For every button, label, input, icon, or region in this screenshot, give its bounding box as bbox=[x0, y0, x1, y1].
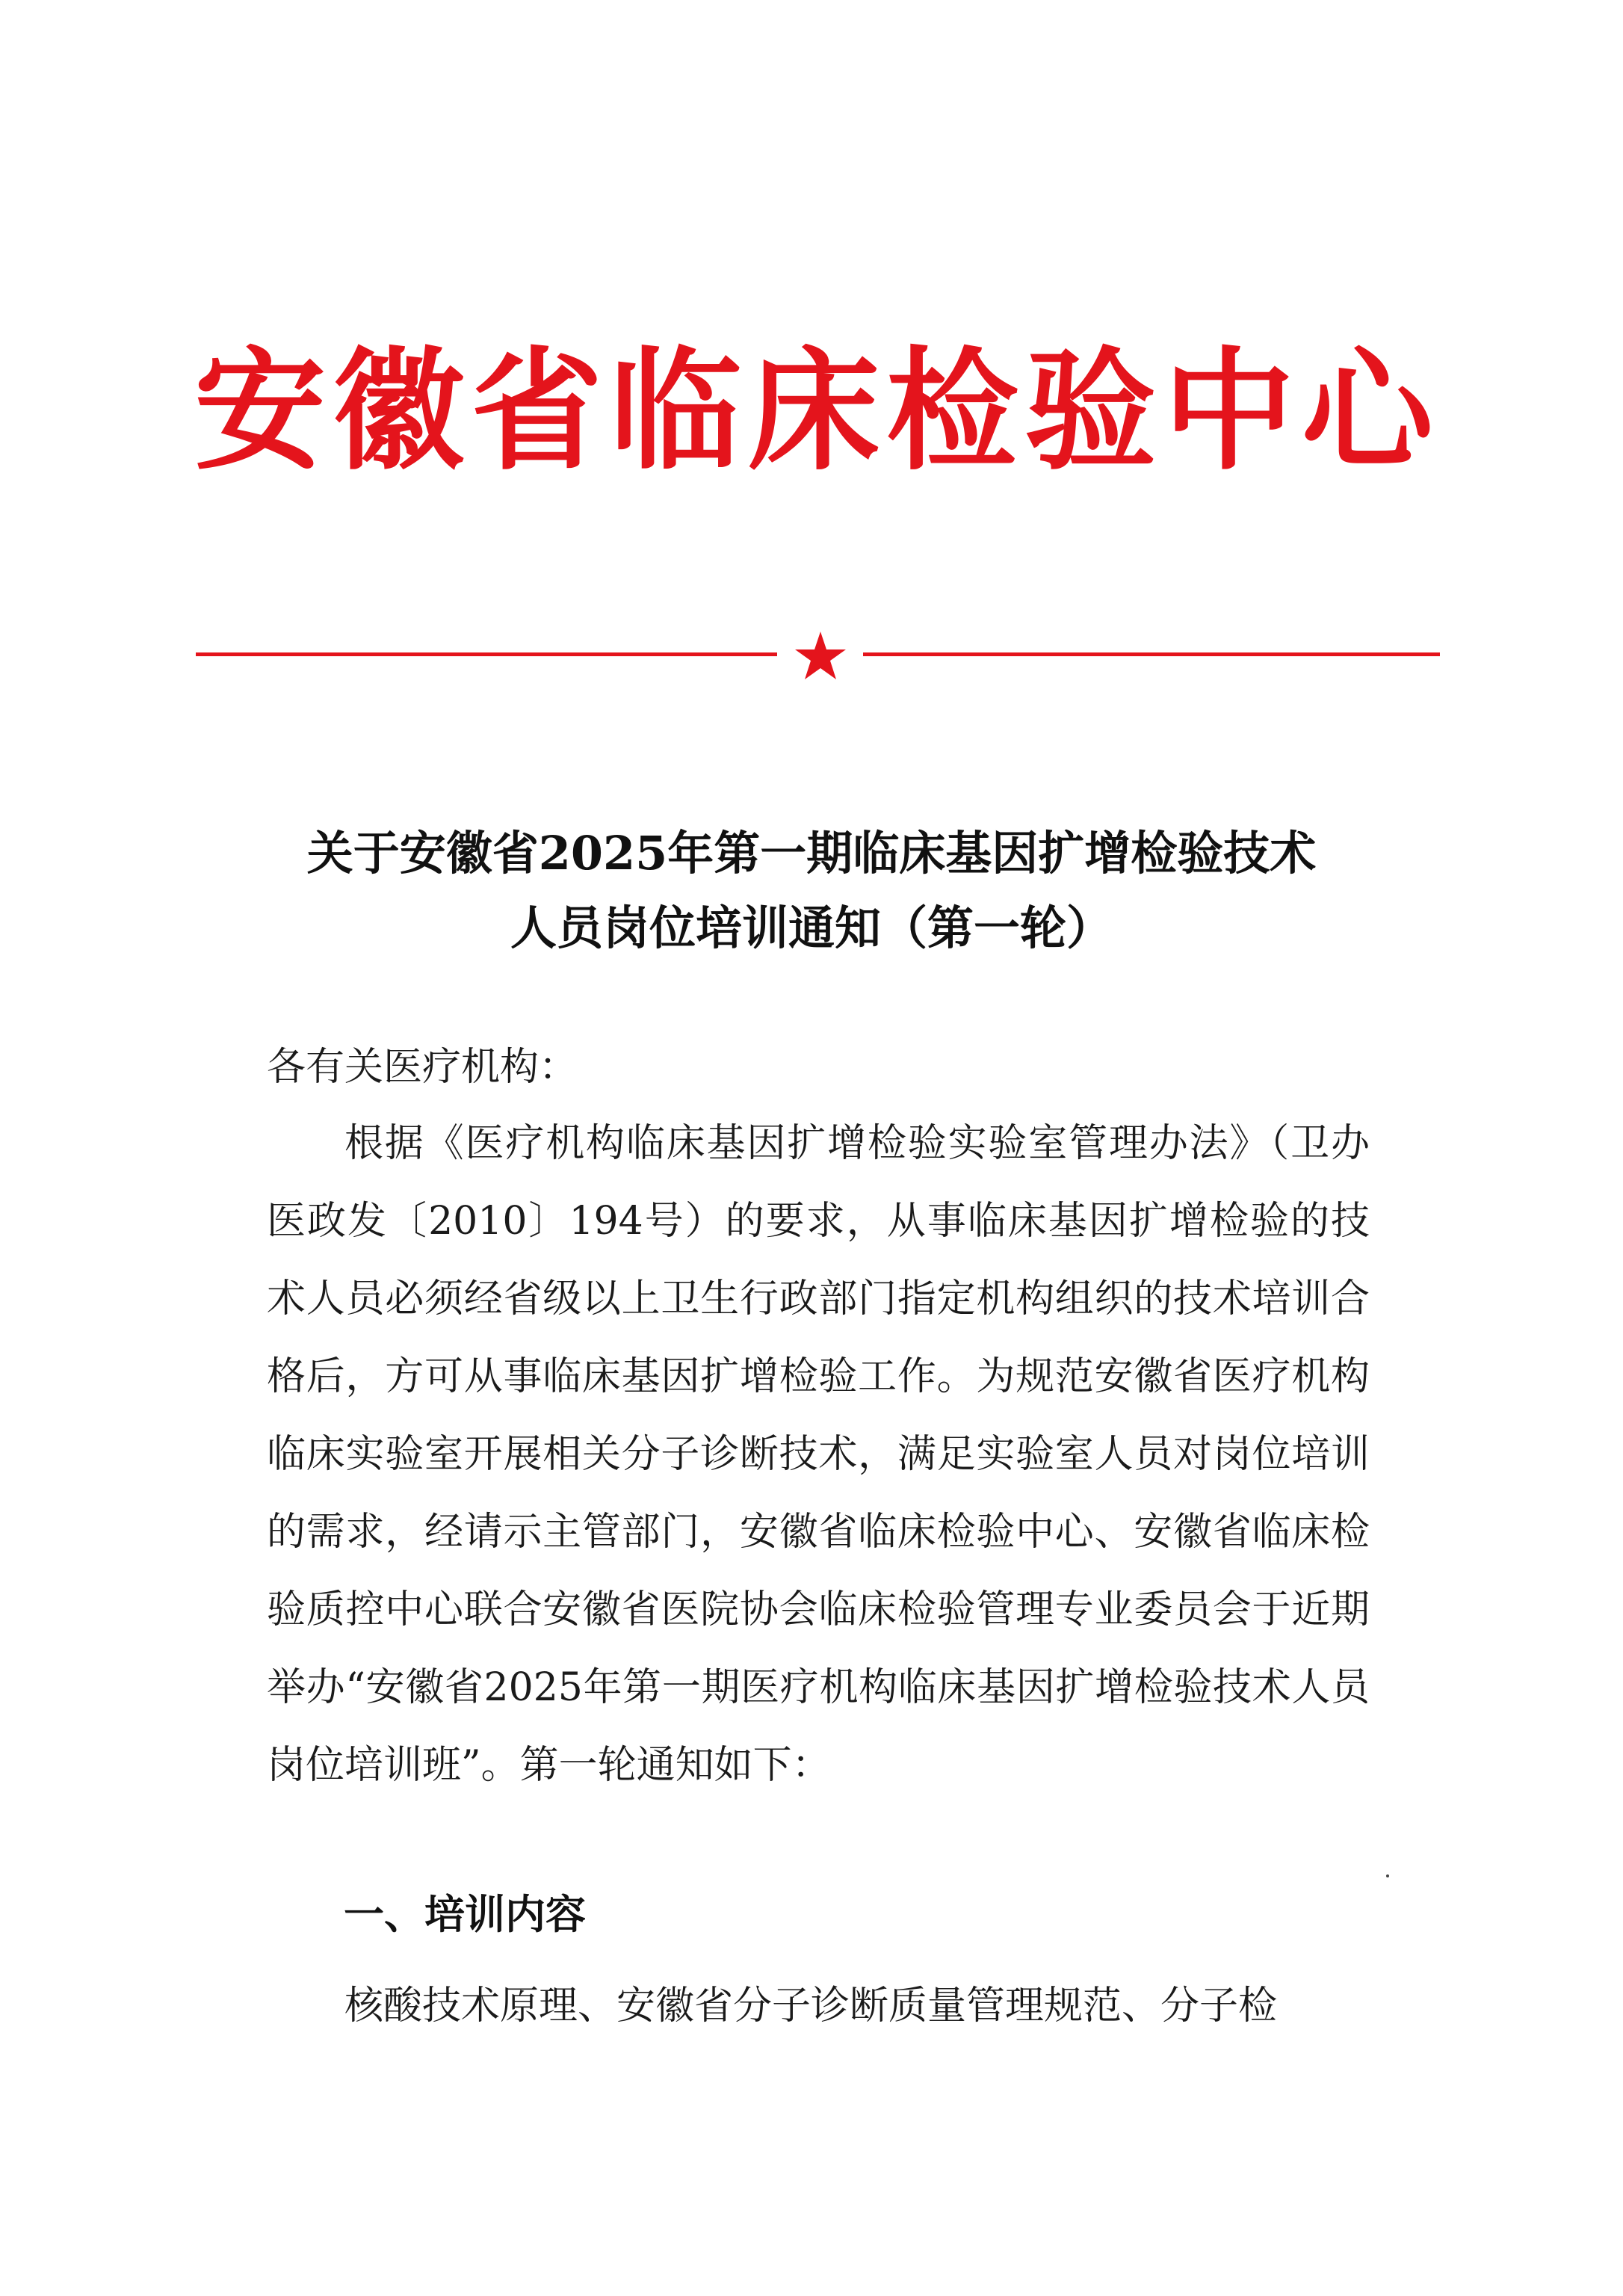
organization-header: 安徽省临床检验中心 bbox=[194, 333, 1435, 488]
main-paragraph: 根据《医疗机构临床基因扩增检验实验室管理办法》（卫办医政发〔2010〕194号）的要求，从事临床基因扩增检验的技术人员必须经省级以上卫生行政部门指定机构组织的技术培训合格后，方可从事临床基因扩增检验工作。为规范安徽省医疗机构临床实验室开展相关分子诊断技术，满足实验室人员对岗位培训的需求，经请示主管部门，安徽省临床检验中心、安徽省临床检验质控中心联合安徽省医院协会临床检验管理专业委员会于近期举办“安徽省2025年第一期医疗机构临床基因扩增检验技术人员岗位培训班”。第一轮通知如下： bbox=[267, 1121, 1370, 1788]
header-divider-left bbox=[196, 652, 777, 656]
document-title-line-2: 人员岗位培训通知（第一轮） bbox=[510, 901, 1113, 955]
section-heading-training-content: 一、培训内容 bbox=[344, 1891, 586, 1938]
section-body-training-content: 核酸技术原理、安徽省分子诊断质量管理规范、分子检 bbox=[344, 1984, 1278, 2028]
salutation: 各有关医疗机构： bbox=[267, 1045, 578, 1090]
scan-speck bbox=[1386, 1874, 1389, 1877]
header-divider-right bbox=[863, 652, 1440, 656]
document-title-line-1: 关于安徽省2025年第一期临床基因扩增检验技术 bbox=[306, 826, 1317, 880]
star-icon bbox=[786, 630, 855, 682]
